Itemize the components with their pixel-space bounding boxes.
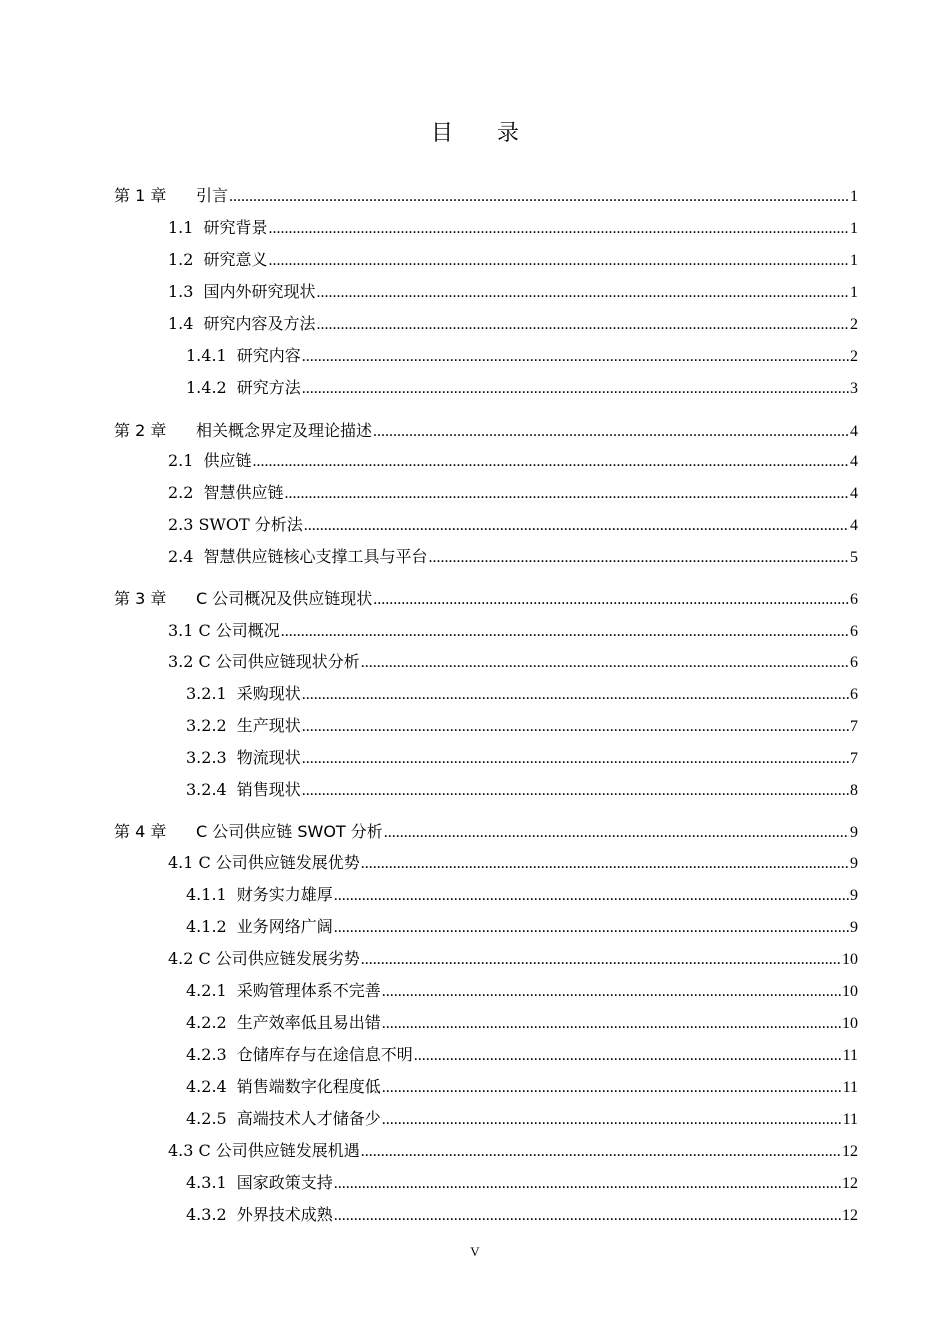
toc-entry-number: 3.2.4	[186, 780, 227, 799]
toc-entry-number: 4.3	[168, 1141, 194, 1160]
toc-entry-page: 11	[842, 1047, 858, 1064]
toc-entry-title: C 公司供应链现状分析	[198, 652, 360, 671]
toc-dot-leader	[334, 1204, 841, 1227]
toc-dot-leader	[316, 281, 849, 304]
toc-entry-number: 3.2.1	[186, 684, 227, 703]
toc-entry-page: 4	[850, 453, 858, 470]
toc-entry[interactable]	[168, 313, 858, 335]
toc-entry-title: 业务网络广阔	[236, 917, 333, 936]
toc-entry-title: 采购管理体系不完善	[236, 981, 381, 1000]
toc-entry-number: 4.2	[168, 949, 194, 968]
toc-entry-page: 9	[850, 887, 858, 904]
toc-entry-title: C 公司供应链 SWOT 分析	[196, 822, 383, 841]
toc-entry-number: 第 2 章	[114, 421, 167, 440]
toc-entry-title: 研究意义	[203, 250, 268, 269]
toc-title	[0, 116, 950, 147]
toc-entry[interactable]	[186, 345, 858, 367]
toc-entry-title: 生产现状	[236, 716, 301, 735]
toc-entry[interactable]	[114, 821, 858, 843]
toc-entry[interactable]	[186, 1108, 858, 1130]
toc-dot-leader	[373, 420, 849, 443]
toc-dot-leader	[334, 1172, 841, 1195]
toc-entry-title: 外界技术成熟	[236, 1205, 333, 1224]
toc-entry-number: 4.2.4	[186, 1077, 227, 1096]
toc-entry-number: 2.2	[168, 483, 194, 502]
toc-dot-leader	[302, 715, 849, 738]
toc-dot-leader	[281, 620, 849, 643]
toc-entry-title: 智慧供应链	[203, 483, 284, 502]
toc-entry-number: 第 1 章	[114, 186, 167, 205]
toc-entry-number: 1.4.1	[186, 346, 227, 365]
toc-entry-title: 销售端数字化程度低	[236, 1077, 381, 1096]
toc-entry[interactable]	[168, 546, 858, 568]
toc-entry[interactable]	[186, 1172, 858, 1194]
toc-entry-title: 国家政策支持	[236, 1173, 333, 1192]
toc-entry-title: 供应链	[203, 451, 252, 470]
toc-entry[interactable]	[186, 377, 858, 399]
toc-entry[interactable]	[168, 217, 858, 239]
toc-dot-leader	[268, 217, 849, 240]
toc-entry-number: 1.4	[168, 314, 194, 333]
toc-entry-title: 生产效率低且易出错	[236, 1013, 381, 1032]
toc-entry[interactable]	[114, 588, 858, 610]
toc-dot-leader	[302, 779, 849, 802]
toc-entry-number: 第 3 章	[114, 589, 167, 608]
toc-entry-page: 1	[850, 188, 858, 205]
toc-entry-page: 2	[850, 316, 858, 333]
toc-dot-leader	[302, 377, 849, 400]
toc-entry[interactable]	[186, 884, 858, 906]
toc-entry-page: 10	[842, 951, 858, 968]
toc-entry-number: 4.2.5	[186, 1109, 227, 1128]
toc-entry[interactable]	[186, 1044, 858, 1066]
toc-entry-page: 6	[850, 686, 858, 703]
toc-entry[interactable]	[168, 651, 858, 673]
toc-dot-leader	[382, 1076, 842, 1099]
toc-entry-number: 1.4.2	[186, 378, 227, 397]
toc-entry[interactable]	[186, 980, 858, 1002]
toc-entry-number: 4.1	[168, 853, 194, 872]
toc-entry-title: 财务实力雄厚	[236, 885, 333, 904]
toc-dot-leader	[302, 747, 849, 770]
toc-dot-leader	[252, 450, 849, 473]
toc-entry-title: 研究内容	[236, 346, 301, 365]
toc-entry-number: 4.2.2	[186, 1013, 227, 1032]
toc-entry[interactable]	[168, 450, 858, 472]
toc-entry-number: 3.1	[168, 621, 194, 640]
toc-entry-page: 4	[850, 423, 858, 440]
toc-entry-number: 3.2	[168, 652, 194, 671]
toc-title-char-1: 目	[430, 121, 453, 146]
toc-entry-title: 引言	[196, 186, 229, 205]
toc-dot-leader	[268, 249, 849, 272]
toc-entry[interactable]	[186, 1204, 858, 1226]
toc-dot-leader	[414, 1044, 842, 1067]
toc-entry-number: 4.1.1	[186, 885, 227, 904]
toc-entry[interactable]	[114, 420, 858, 442]
toc-entry[interactable]	[168, 482, 858, 504]
toc-entry-number: 3.2.2	[186, 716, 227, 735]
toc-entry-page: 12	[842, 1143, 858, 1160]
toc-entry-number: 2.3	[168, 515, 194, 534]
toc-dot-leader	[334, 884, 849, 907]
toc-entry-page: 10	[842, 983, 858, 1000]
toc-dot-leader	[382, 1012, 841, 1035]
toc-entry-number: 第 4 章	[114, 822, 167, 841]
toc-entry[interactable]	[168, 852, 858, 874]
toc-dot-leader	[316, 313, 849, 336]
toc-entry-number: 4.2.1	[186, 981, 227, 1000]
toc-entry-page: 2	[850, 348, 858, 365]
toc-entry[interactable]	[168, 948, 858, 970]
toc-entry-page: 6	[850, 654, 858, 671]
toc-entry-page: 7	[850, 750, 858, 767]
toc-dot-leader	[428, 546, 849, 569]
toc-entry-page: 1	[850, 220, 858, 237]
toc-entry-title: 物流现状	[236, 748, 301, 767]
toc-entry-page: 9	[850, 919, 858, 936]
toc-entry-page: 12	[842, 1175, 858, 1192]
toc-dot-leader	[361, 948, 841, 971]
toc-entry-title: 研究内容及方法	[203, 314, 316, 333]
toc-dot-leader	[382, 980, 841, 1003]
toc-entry-page: 11	[842, 1079, 858, 1096]
toc-entry-title: 智慧供应链核心支撑工具与平台	[203, 547, 428, 566]
toc-entry[interactable]	[186, 683, 858, 705]
toc-entry-page: 9	[850, 824, 858, 841]
toc-entry[interactable]	[186, 1012, 858, 1034]
toc-dot-leader	[229, 185, 849, 208]
toc-entry[interactable]	[114, 185, 858, 207]
toc-dot-leader	[284, 482, 849, 505]
toc-dot-leader	[384, 821, 849, 844]
toc-entry-number: 2.4	[168, 547, 194, 566]
toc-entry-title: 研究背景	[203, 218, 268, 237]
toc-entry[interactable]	[186, 747, 858, 769]
toc-entry-page: 3	[850, 380, 858, 397]
toc-entry-title: C 公司供应链发展机遇	[198, 1141, 360, 1160]
toc-entry[interactable]	[168, 514, 858, 536]
toc-entry-title: 销售现状	[236, 780, 301, 799]
toc-dot-leader	[382, 1108, 842, 1131]
toc-title-char-2: 录	[497, 121, 520, 146]
toc-entry-number: 2.1	[168, 451, 194, 470]
toc-entry-page: 4	[850, 517, 858, 534]
toc-entry-page: 7	[850, 718, 858, 735]
toc-dot-leader	[373, 588, 849, 611]
toc-entry-title: 仓储库存与在途信息不明	[236, 1045, 413, 1064]
toc-entry[interactable]	[168, 249, 858, 271]
toc-entry-number: 4.2.3	[186, 1045, 227, 1064]
toc-entry-title: 研究方法	[236, 378, 301, 397]
toc-entry-page: 10	[842, 1015, 858, 1032]
toc-entry-title: 相关概念界定及理论描述	[196, 421, 373, 440]
toc-dot-leader	[302, 683, 849, 706]
toc-entry-number: 4.3.2	[186, 1205, 227, 1224]
toc-entry-title: SWOT 分析法	[198, 515, 303, 534]
toc-entry-number: 3.2.3	[186, 748, 227, 767]
toc-entry[interactable]	[186, 916, 858, 938]
toc-entry-page: 8	[850, 782, 858, 799]
toc-dot-leader	[304, 514, 849, 537]
toc-entry-page: 9	[850, 855, 858, 872]
toc-entry-title: 国内外研究现状	[203, 282, 316, 301]
toc-dot-leader	[334, 916, 849, 939]
toc-entry-number: 1.3	[168, 282, 194, 301]
toc-entry-number: 1.2	[168, 250, 194, 269]
toc-entry-title: C 公司供应链发展劣势	[198, 949, 360, 968]
toc-entry-title: C 公司供应链发展优势	[198, 853, 360, 872]
page-number: V	[470, 1244, 480, 1259]
toc-entry-title: 采购现状	[236, 684, 301, 703]
toc-entry[interactable]	[186, 779, 858, 801]
toc-entry-title: C 公司概况及供应链现状	[196, 589, 373, 608]
toc-entry[interactable]	[168, 1140, 858, 1162]
toc-dot-leader	[361, 852, 849, 875]
toc-entry[interactable]	[186, 715, 858, 737]
toc-entry-number: 4.3.1	[186, 1173, 227, 1192]
toc-entry[interactable]	[168, 281, 858, 303]
toc-dot-leader	[361, 651, 849, 674]
toc-entry-number: 1.1	[168, 218, 194, 237]
toc-entry-page: 4	[850, 485, 858, 502]
toc-dot-leader	[302, 345, 849, 368]
toc-entry-page: 6	[850, 591, 858, 608]
toc-entry-title: 高端技术人才储备少	[236, 1109, 381, 1128]
toc-entry-page: 5	[850, 549, 858, 566]
toc-dot-leader	[361, 1140, 841, 1163]
toc-entry-number: 4.1.2	[186, 917, 227, 936]
toc-entry-title: C 公司概况	[198, 621, 280, 640]
toc-entry[interactable]	[186, 1076, 858, 1098]
toc-entry-page: 1	[850, 284, 858, 301]
toc-entry-page: 1	[850, 252, 858, 269]
toc-entry-page: 12	[842, 1207, 858, 1224]
toc-entry-page: 11	[842, 1111, 858, 1128]
toc-entry-page: 6	[850, 623, 858, 640]
toc-entry[interactable]	[168, 620, 858, 642]
